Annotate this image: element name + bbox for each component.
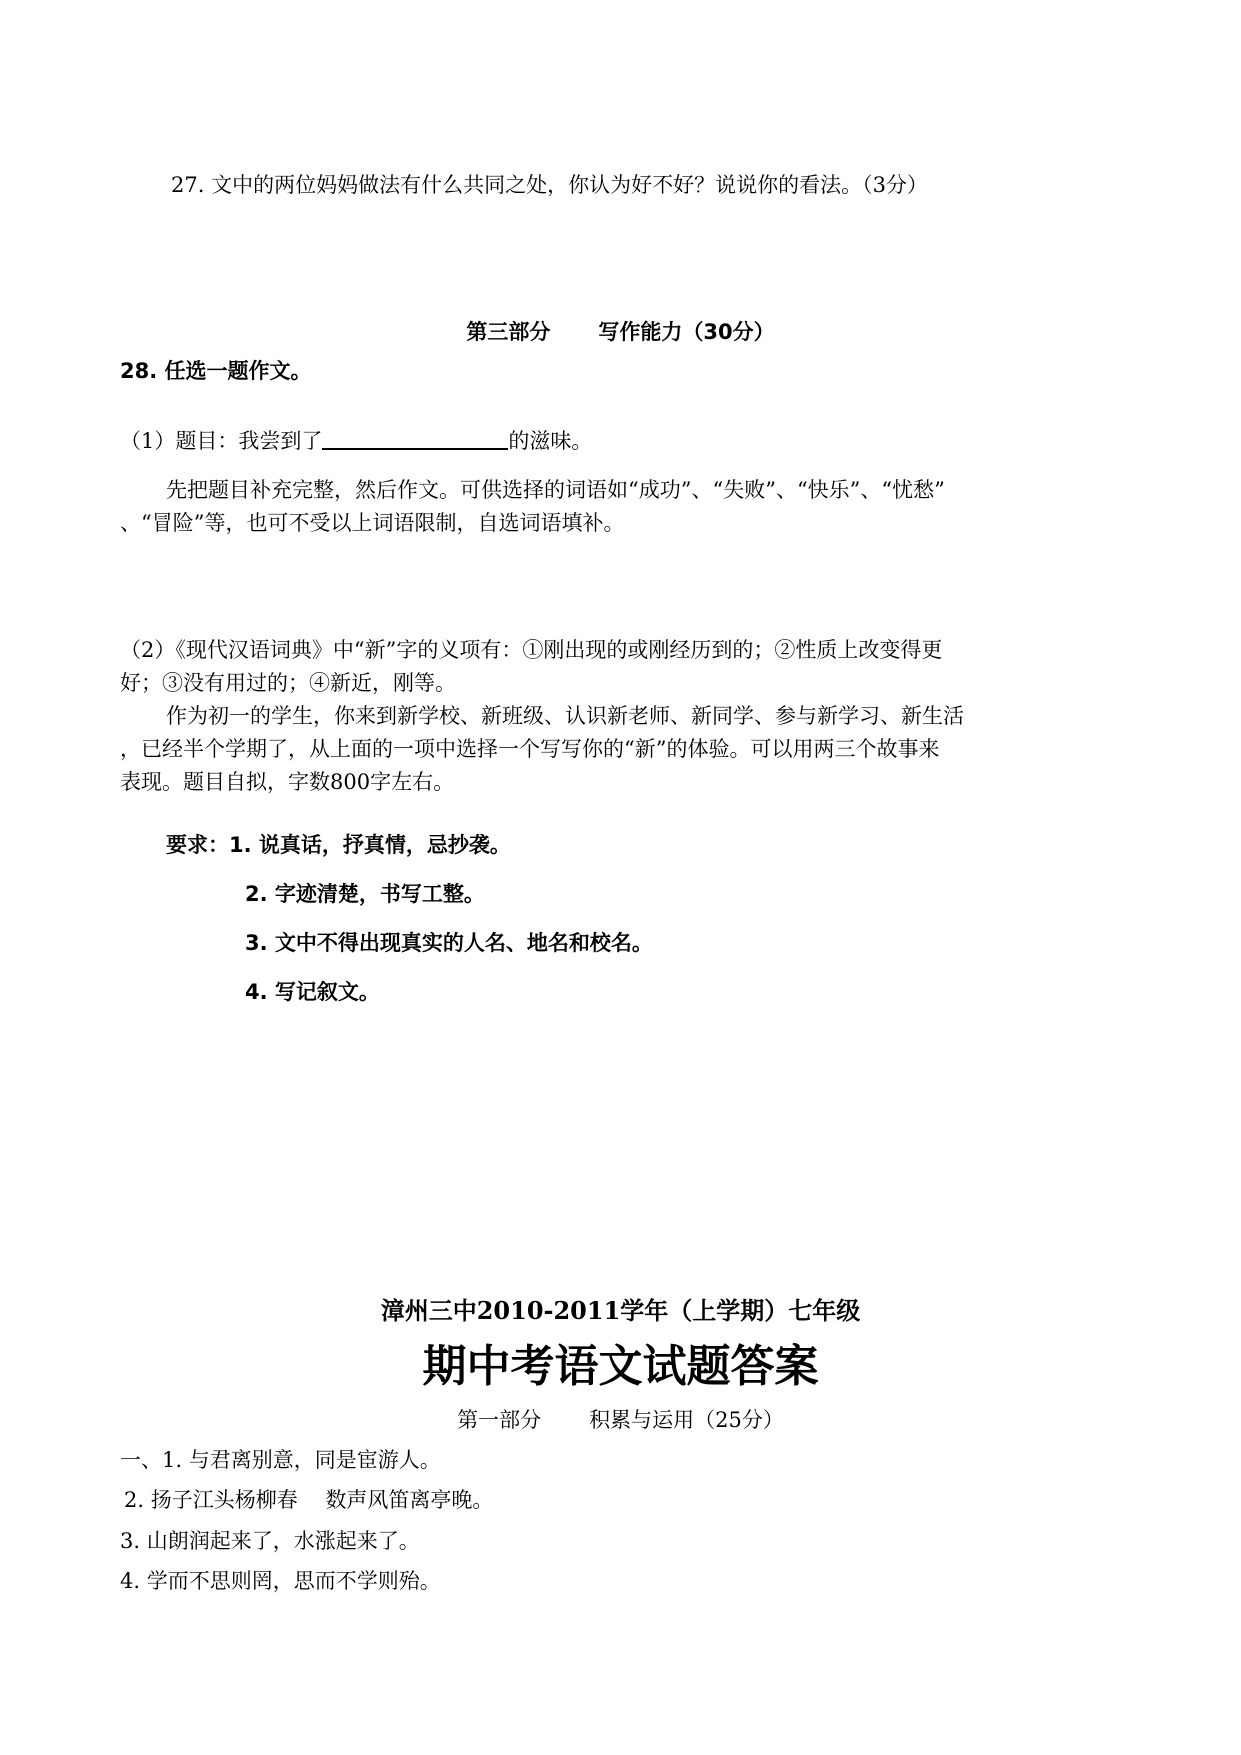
answer-part1-heading xyxy=(0,1406,1241,1434)
question-27: 27. 文中的两位妈妈做法有什么共同之处，你认为好不好？说说你的看法。（3分） xyxy=(171,173,928,197)
answer-3: 3. 山朗润起来了，水涨起来了。 xyxy=(120,1529,420,1553)
answer-1: 一、1. 与君离别意，同是宦游人。 xyxy=(120,1448,441,1472)
part3-subtitle: 写作能力（30分） xyxy=(598,320,775,344)
answer-2: 2. 扬子江头杨柳春 数声风笛离亭晚。 xyxy=(124,1488,494,1512)
requirement-3: 3. 文中不得出现真实的人名、地名和校名。 xyxy=(245,931,653,955)
requirement-1: 要求：1. 说真话，抒真情，忌抄袭。 xyxy=(166,833,511,857)
part3-heading xyxy=(0,318,1241,346)
option1-prefix: （1）题目：我尝到了 xyxy=(120,429,323,453)
requirement-4: 4. 写记叙文。 xyxy=(245,980,380,1004)
option2-line2: 好；③没有用过的；④新近，刚等。 xyxy=(120,671,456,695)
option2-line3: 作为初一的学生，你来到新学校、新班级、认识新老师、新同学、参与新学习、新生活 xyxy=(166,704,964,728)
title-blank xyxy=(322,428,508,450)
answer-part1-subtitle: 积累与运用（25分） xyxy=(589,1408,784,1432)
option2-line5: 表现。题目自拟，字数800字左右。 xyxy=(120,770,455,794)
option1-suffix: 的滋味。 xyxy=(508,429,593,453)
option2-line4: ，已经半个学期了，从上面的一项中选择一个写写你的“新”的体验。可以用两三个故事来 xyxy=(120,737,940,761)
answer-school-heading: 漳州三中2010-2011学年（上学期）七年级 xyxy=(380,1296,861,1325)
option2-line1: （2）《现代汉语词典》中“新”字的义项有：①刚出现的或刚经历到的；②性质上改变得更 xyxy=(120,638,943,662)
option1-title xyxy=(120,427,592,455)
answer-part1-title: 第一部分 xyxy=(457,1408,542,1432)
option1-instruction-line2: 、“冒险”等，也可不受以上词语限制，自选词语填补。 xyxy=(120,511,625,535)
answer-4: 4. 学而不思则罔，思而不学则殆。 xyxy=(120,1569,441,1593)
part3-title: 第三部分 xyxy=(466,320,551,344)
answer-title: 期中考语文试题答案 xyxy=(422,1341,819,1392)
requirement-2: 2. 字迹清楚，书写工整。 xyxy=(245,882,485,906)
question-28: 28. 任选一题作文。 xyxy=(120,359,312,383)
option1-instruction-line1: 先把题目补充完整，然后作文。可供选择的词语如“成功”、“失败”、“快乐”、“忧愁” xyxy=(166,478,945,502)
